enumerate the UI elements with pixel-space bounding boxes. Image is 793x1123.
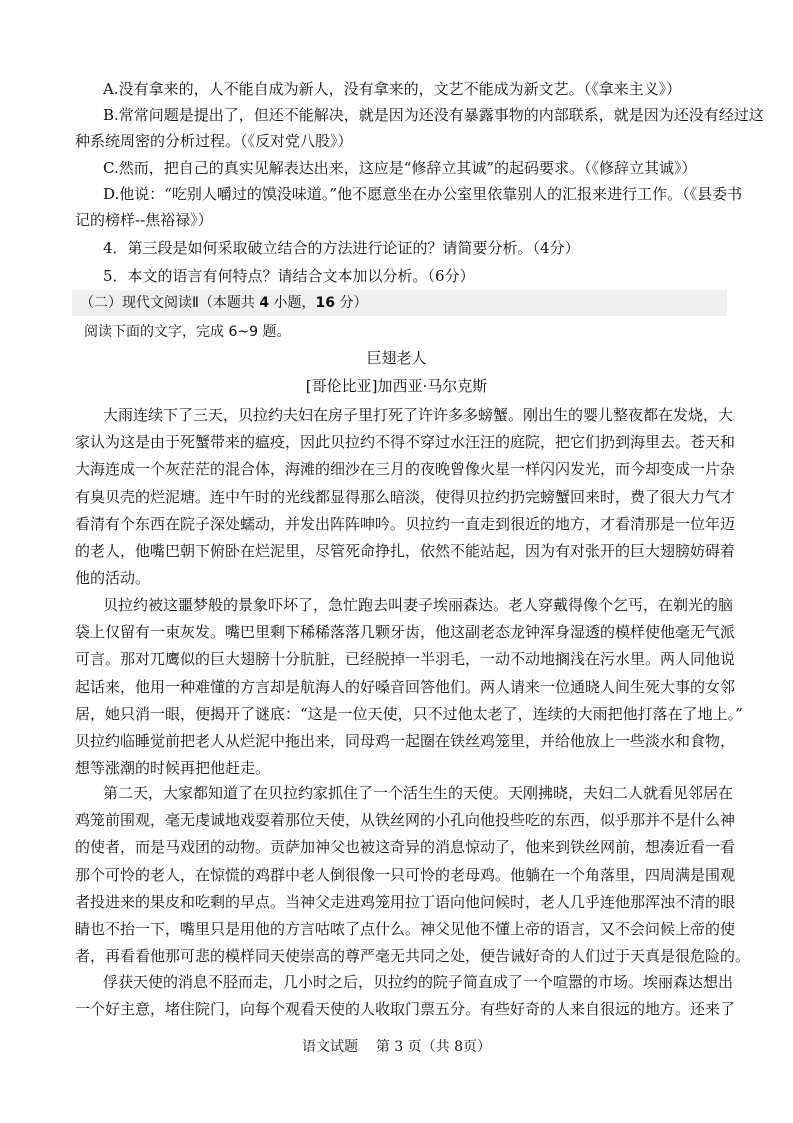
- question-4: 4．第三段是如何采取破立结合的方法进行论证的？请简要分析。（4分）: [103, 239, 580, 257]
- story-title: 巨翅老人: [366, 349, 427, 367]
- story-text-line: 居，她只消一眼，便揭开了谜底：“这是一位天使，只不过他太老了，连续的大雨把他打落在了地上。”: [75, 705, 743, 723]
- story-text-line: 贝拉约被这噩梦般的景象吓坏了，急忙跑去叫妻子埃丽森达。老人穿戴得像个乞丐，在剃光的脑: [103, 596, 734, 614]
- story-text-line: 起话来，他用一种难懂的方言却是航海人的好嗓音回答他们。两人请来一位通晓人间生死大事的女邻: [75, 678, 736, 696]
- story-text-line: 者投进来的果皮和吃剩的早点。当神父走进鸡笼用拉丁语向他问候时，老人几乎连他那浑浊不清的眼: [75, 893, 736, 911]
- story-author: [哥伦比亚]加西亚·马尔克斯: [305, 377, 488, 395]
- section-heading: [72, 290, 727, 316]
- page-footer: [0, 1037, 793, 1057]
- section-heading-text: （二）现代文阅读Ⅱ（本题共 4 小题，16 分）: [80, 295, 368, 311]
- story-text-line: 袋上仅留有一束灰发。嘴巴里剩下稀稀落落几颗牙齿，他这副老态龙钟浑身湿透的模样使他毫无气派: [75, 623, 736, 641]
- option-b-line-1: B.常常问题是提出了，但还不能解决，就是因为还没有暴露事物的内部联系，就是因为还没有经过这: [103, 106, 764, 124]
- story-text-line: 的老人，他嘴巴朝下俯卧在烂泥里，尽管死命挣扎，依然不能站起，因为有对张开的巨大翅膀妨碍着: [75, 542, 736, 560]
- story-text-line: 俘获天使的消息不胫而走，几小时之后，贝拉约的院子简直成了一个喧嚣的市场。埃丽森达想出: [103, 973, 734, 991]
- option-d-line-2: 记的榜样--焦裕禄》）: [75, 211, 213, 229]
- story-text-line: 一个好主意，堵住院门，向每个观看天使的人收取门票五分。有些好奇的人来自很远的地方。还来了: [75, 1000, 736, 1018]
- story-text-line: 的使者，而是马戏团的动物。贡萨加神父也被这奇异的消息惊动了，他来到铁丝网前，想凑近看一看: [75, 838, 736, 856]
- story-text-line: 第二天，大家都知道了在贝拉约家抓住了一个活生生的天使。天刚拂晓，夫妇二人就看见邻居在: [103, 784, 734, 802]
- story-text-line: 大海连成一个灰茫茫的混合体，海滩的细沙在三月的夜晚曾像火星一样闪闪发光，而今却变成一片杂: [75, 460, 736, 478]
- option-d-line-1: D.他说：“吃别人嚼过的馍没味道。”他不愿意坐在办公室里依靠别人的汇报来进行工作。（《县委书: [103, 185, 743, 203]
- footer-subject: 语文试题: [302, 1039, 358, 1055]
- section-instruction: 阅读下面的文字，完成 6~9 题。: [84, 324, 291, 340]
- footer-page-number: 第 3 页（共 8页）: [375, 1039, 491, 1055]
- story-text-line: 睛也不抬一下，嘴里只是用他的方言咕哝了点什么。神父见他不懂上帝的语言，又不会问候上帝的使: [75, 920, 736, 938]
- story-text-line: 鸡笼前围观，毫无虔诚地戏耍着那位天使，从铁丝网的小孔向他投些吃的东西，似乎那并不是什么神: [75, 811, 736, 829]
- option-b-line-2: 种系统周密的分析过程。（《反对党八股》）: [75, 132, 353, 150]
- story-text-line: 看清有个东西在院子深处蠕动，并发出阵阵呻吟。贝拉约一直走到很近的地方，才看清那是一位年迈: [75, 515, 736, 533]
- question-5: 5．本文的语言有何特点？请结合文本加以分析。（6分）: [103, 267, 475, 285]
- story-text-line: 那个可怜的老人，在惊慌的鸡群中老人倒很像一只可怜的老母鸡。他躺在一个角落里，四周满是围观: [75, 866, 736, 884]
- option-a: A.没有拿来的，人不能自成为新人，没有拿来的，文艺不能成为新文艺。（《拿来主义》）: [103, 80, 682, 98]
- story-text-line: 者，再看看他那可悲的模样同天使崇高的尊严毫无共同之处，便告诫好奇的人们过于天真是很危险的。: [75, 947, 751, 965]
- story-text-line: 想等涨潮的时候再把他赶走。: [75, 759, 271, 777]
- story-text-line: 大雨连续下了三天，贝拉约夫妇在房子里打死了许许多多螃蟹。刚出生的婴儿整夜都在发烧，大: [103, 406, 734, 424]
- story-text-line: 家认为这是由于死蟹带来的瘟疫，因此贝拉约不得不穿过水汪汪的庭院，把它们扔到海里去。苍天和: [75, 433, 736, 451]
- story-text-line: 他的活动。: [75, 569, 151, 587]
- story-text-line: 可言。那对兀鹰似的巨大翅膀十分肮脏，已经脱掉一半羽毛，一动不动地搁浅在污水里。两人同他说: [75, 650, 736, 668]
- story-text-line: 有臭贝壳的烂泥塘。连中午时的光线都显得那么暗淡，使得贝拉约扔完螃蟹回来时，费了很大力气才: [75, 488, 736, 506]
- option-c: C.然而，把自己的真实见解表达出来，这应是“修辞立其诚”的起码要求。（《修辞立其诚》）: [103, 159, 697, 177]
- story-text-line: 贝拉约临睡觉前把老人从烂泥中拖出来，同母鸡一起圈在铁丝鸡笼里，并给他放上一些淡水和食物，: [75, 732, 736, 750]
